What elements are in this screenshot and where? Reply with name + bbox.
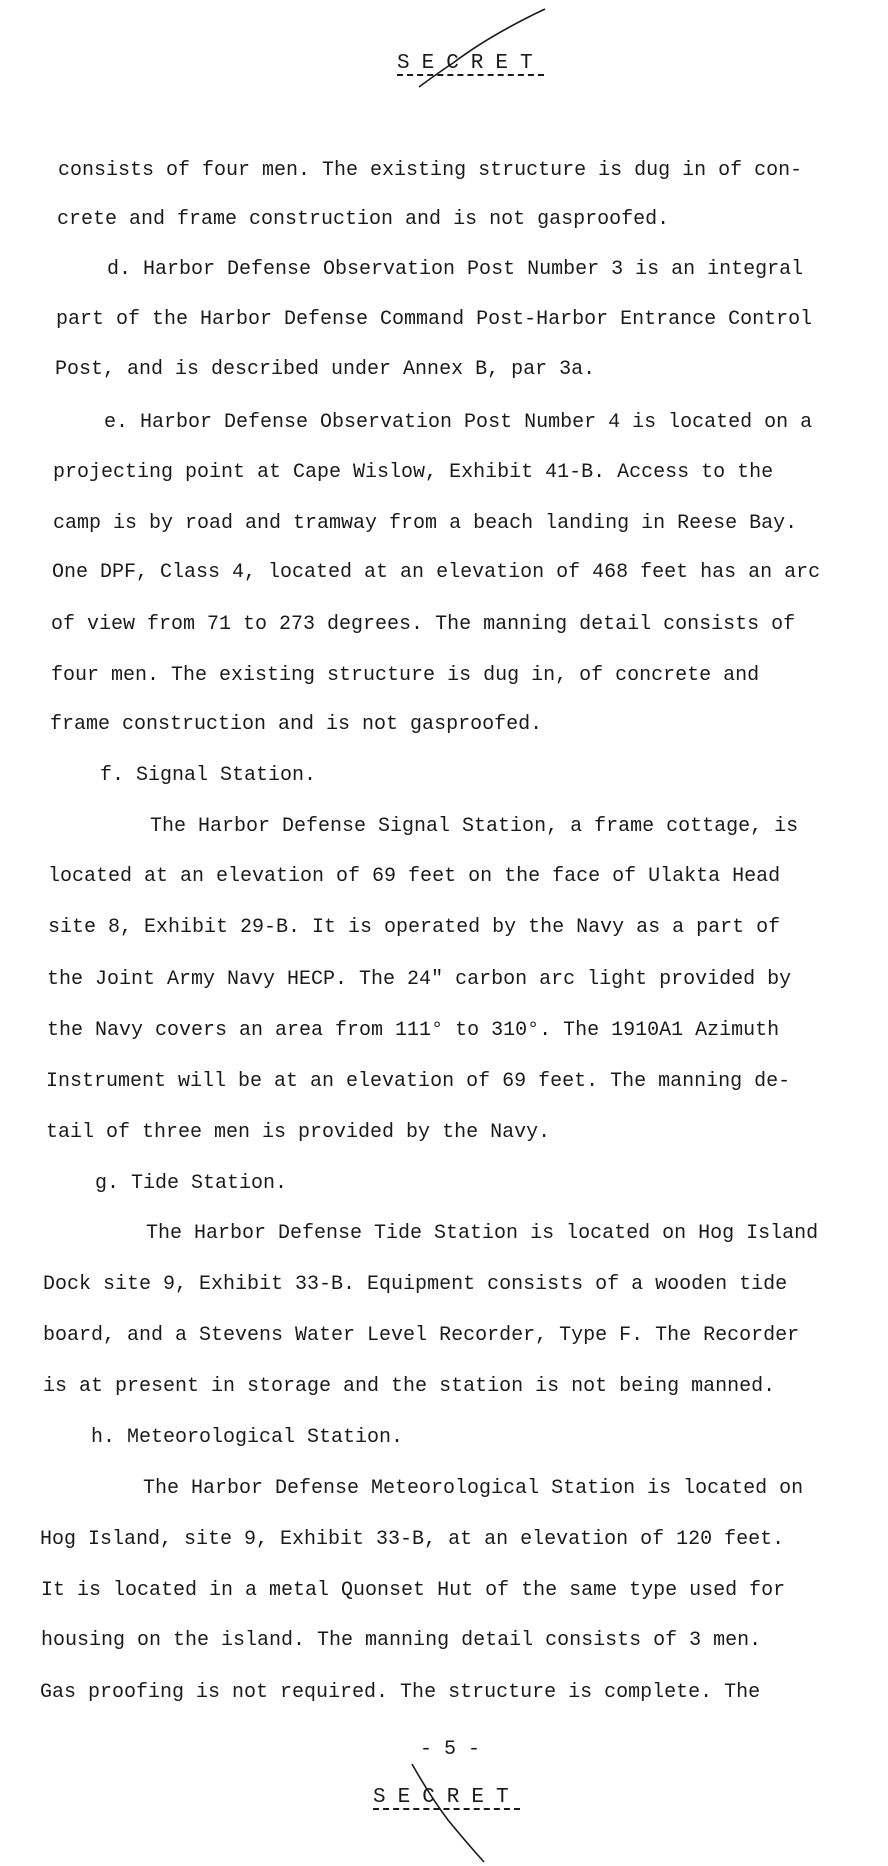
classification-stamp-top: SECRET bbox=[397, 52, 545, 75]
text-line: part of the Harbor Defense Command Post-Harbor Entrance Control bbox=[56, 308, 813, 331]
text-line: the Joint Army Navy HECP. The 24" carbon arc light provided by bbox=[47, 968, 792, 991]
text-line: frame construction and is not gasproofed. bbox=[50, 713, 543, 736]
text-line: of view from 71 to 273 degrees. The manning detail consists of bbox=[51, 613, 796, 636]
page-number: - 5 - bbox=[420, 1738, 481, 1761]
text-line: Instrument will be at an elevation of 69 feet. The manning de- bbox=[46, 1070, 791, 1093]
text-line: One DPF, Class 4, located at an elevation of 468 feet has an arc bbox=[52, 561, 821, 584]
text-line: Gas proofing is not required. The structure is complete. The bbox=[40, 1681, 761, 1704]
text-line: The Harbor Defense Tide Station is located on Hog Island bbox=[146, 1222, 819, 1245]
text-line: e. Harbor Defense Observation Post Number 4 is located on a bbox=[104, 411, 813, 434]
text-line: four men. The existing structure is dug in, of concrete and bbox=[51, 664, 760, 687]
text-line: Dock site 9, Exhibit 33-B. Equipment consists of a wooden tide bbox=[43, 1273, 788, 1296]
text-line: camp is by road and tramway from a beach landing in Reese Bay. bbox=[53, 512, 798, 535]
strike-mark-bottom bbox=[400, 1760, 510, 1866]
text-line: projecting point at Cape Wislow, Exhibit 41-B. Access to the bbox=[53, 461, 774, 484]
text-line: the Navy covers an area from 111° to 310°. The 1910A1 Azimuth bbox=[47, 1019, 780, 1042]
text-line: Post, and is described under Annex B, par 3a. bbox=[55, 358, 596, 381]
text-line: is at present in storage and the station is not being manned. bbox=[43, 1375, 776, 1398]
text-line: crete and frame construction and is not gasproofed. bbox=[57, 208, 670, 231]
text-line: housing on the island. The manning detail consists of 3 men. bbox=[41, 1629, 762, 1652]
strike-mark-top bbox=[395, 5, 565, 95]
text-line: The Harbor Defense Signal Station, a frame cottage, is bbox=[150, 815, 799, 838]
text-line: d. Harbor Defense Observation Post Number 3 is an integral bbox=[107, 258, 804, 281]
text-line: located at an elevation of 69 feet on the face of Ulakta Head bbox=[48, 865, 781, 888]
text-line: consists of four men. The existing structure is dug in of con- bbox=[58, 159, 803, 182]
text-line: tail of three men is provided by the Navy. bbox=[46, 1121, 551, 1144]
text-line: site 8, Exhibit 29-B. It is operated by the Navy as a part of bbox=[48, 916, 781, 939]
text-line: The Harbor Defense Meteorological Station is located on bbox=[143, 1477, 804, 1500]
text-line: Hog Island, site 9, Exhibit 33-B, at an elevation of 120 feet. bbox=[40, 1528, 785, 1551]
section-heading: f. Signal Station. bbox=[100, 764, 317, 787]
text-line: board, and a Stevens Water Level Recorder, Type F. The Recorder bbox=[43, 1324, 800, 1347]
classification-stamp-bottom: SECRET bbox=[373, 1786, 521, 1809]
section-heading: g. Tide Station. bbox=[95, 1172, 288, 1195]
section-heading: h. Meteorological Station. bbox=[91, 1426, 404, 1449]
text-line: It is located in a metal Quonset Hut of the same type used for bbox=[41, 1579, 786, 1602]
